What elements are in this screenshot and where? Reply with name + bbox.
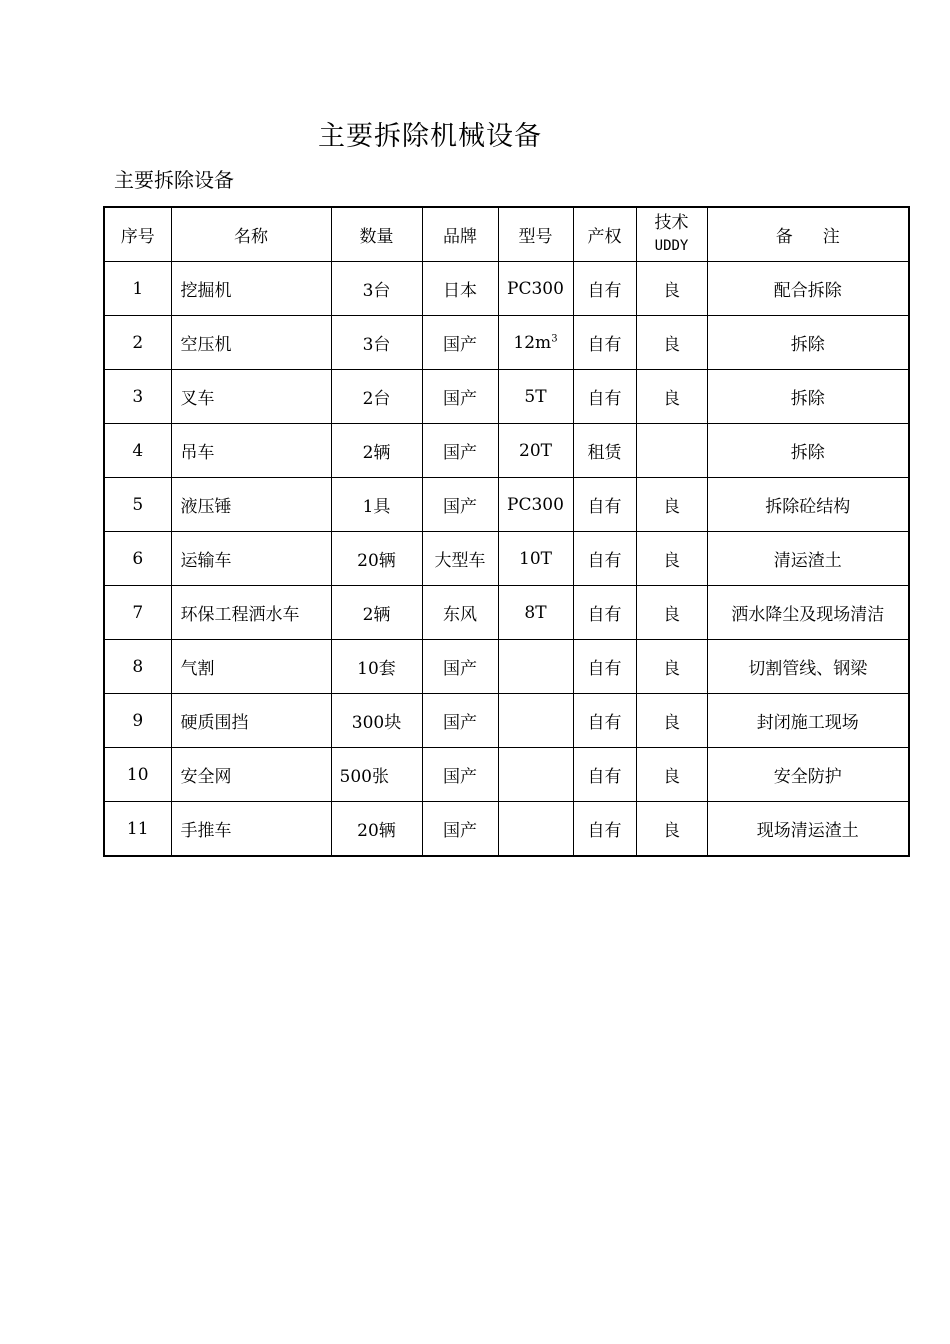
cell-name: 硬质围挡	[171, 694, 331, 748]
header-tech-sub: UDDY	[654, 238, 689, 255]
cell-brand: 国产	[422, 370, 498, 424]
cell-qty: 2辆	[331, 424, 422, 478]
cell-model	[498, 262, 573, 316]
cell-tech: 良	[636, 316, 707, 370]
cell-model-text: PC300	[507, 278, 564, 299]
cell-ownership: 自有	[573, 694, 636, 748]
table-row	[104, 640, 909, 694]
cell-model-text: 8T	[524, 602, 547, 623]
table-row	[104, 262, 909, 316]
header-note-b: 注	[822, 227, 840, 247]
section-title: 主要拆除设备	[114, 168, 234, 192]
cell-name: 安全网	[171, 748, 331, 802]
cell-qty: 10套	[331, 640, 422, 694]
header-tech	[636, 207, 707, 262]
cell-name: 空压机	[171, 316, 331, 370]
header-ownership: 产权	[573, 207, 636, 262]
cell-name: 气割	[171, 640, 331, 694]
cell-name: 运输车	[171, 532, 331, 586]
cell-note: 清运渣土	[707, 532, 909, 586]
cell-qty: 2台	[331, 370, 422, 424]
cell-brand: 国产	[422, 802, 498, 857]
cell-tech: 良	[636, 370, 707, 424]
cell-ownership: 自有	[573, 316, 636, 370]
cell-no: 7	[104, 586, 171, 640]
cell-qty: 2辆	[331, 586, 422, 640]
cell-brand: 国产	[422, 748, 498, 802]
cell-note: 安全防护	[707, 748, 909, 802]
cell-name: 挖掘机	[171, 262, 331, 316]
table-row	[104, 802, 909, 857]
cell-brand: 大型车	[422, 532, 498, 586]
cell-no: 5	[104, 478, 171, 532]
cell-tech: 良	[636, 694, 707, 748]
cell-model-text: 5T	[524, 386, 547, 407]
cell-ownership: 自有	[573, 748, 636, 802]
cell-model	[498, 316, 573, 370]
cell-brand: 国产	[422, 694, 498, 748]
cell-model	[498, 802, 573, 857]
cell-tech	[636, 424, 707, 478]
cell-qty: 300块	[331, 694, 422, 748]
header-qty: 数量	[331, 207, 422, 262]
cell-ownership: 自有	[573, 478, 636, 532]
cell-qty: 20辆	[331, 532, 422, 586]
cell-name: 环保工程洒水车	[171, 586, 331, 640]
cell-model	[498, 694, 573, 748]
cell-name: 叉车	[171, 370, 331, 424]
header-no: 序号	[104, 207, 171, 262]
cell-brand: 国产	[422, 640, 498, 694]
cell-note: 配合拆除	[707, 262, 909, 316]
cell-model-text: 10T	[519, 548, 552, 569]
cell-qty: 20辆	[331, 802, 422, 857]
cell-model	[498, 478, 573, 532]
cell-qty: 500张	[331, 748, 422, 802]
header-name: 名称	[171, 207, 331, 262]
table-row	[104, 316, 909, 370]
cell-no: 11	[104, 802, 171, 857]
cell-brand: 东风	[422, 586, 498, 640]
cell-no: 3	[104, 370, 171, 424]
cell-note: 封闭施工现场	[707, 694, 909, 748]
cell-brand: 国产	[422, 478, 498, 532]
cell-tech: 良	[636, 532, 707, 586]
cell-note: 拆除	[707, 424, 909, 478]
cell-ownership: 自有	[573, 802, 636, 857]
cell-tech: 良	[636, 478, 707, 532]
cell-no: 9	[104, 694, 171, 748]
page-title: 主要拆除机械设备	[318, 121, 542, 152]
cell-model	[498, 586, 573, 640]
cell-tech: 良	[636, 802, 707, 857]
table-header-row	[104, 207, 909, 262]
header-brand: 品牌	[422, 207, 498, 262]
cell-model-text: 12m	[513, 332, 552, 353]
table-row	[104, 532, 909, 586]
cell-tech: 良	[636, 748, 707, 802]
table-row	[104, 586, 909, 640]
cell-model	[498, 424, 573, 478]
table-row	[104, 478, 909, 532]
table-row	[104, 424, 909, 478]
header-tech-label: 技术	[654, 213, 689, 234]
cell-no: 6	[104, 532, 171, 586]
cell-ownership: 租赁	[573, 424, 636, 478]
cell-no: 2	[104, 316, 171, 370]
cell-note: 拆除	[707, 316, 909, 370]
cell-name: 液压锤	[171, 478, 331, 532]
cell-model-text: PC300	[507, 494, 564, 515]
cell-note: 拆除	[707, 370, 909, 424]
cell-note: 现场清运渣土	[707, 802, 909, 857]
cell-ownership: 自有	[573, 262, 636, 316]
cell-no: 10	[104, 748, 171, 802]
header-note	[707, 207, 909, 262]
cell-tech: 良	[636, 586, 707, 640]
cell-model-text: 20T	[519, 440, 552, 461]
cell-name: 手推车	[171, 802, 331, 857]
cell-model	[498, 532, 573, 586]
cell-name: 吊车	[171, 424, 331, 478]
cell-model	[498, 370, 573, 424]
cell-model	[498, 640, 573, 694]
cell-tech: 良	[636, 640, 707, 694]
cell-ownership: 自有	[573, 640, 636, 694]
cell-brand: 国产	[422, 316, 498, 370]
cell-brand: 国产	[422, 424, 498, 478]
cell-no: 1	[104, 262, 171, 316]
cell-no: 4	[104, 424, 171, 478]
cell-qty: 3台	[331, 316, 422, 370]
table-row	[104, 370, 909, 424]
cell-note: 洒水降尘及现场清洁	[707, 586, 909, 640]
cell-ownership: 自有	[573, 586, 636, 640]
header-note-a: 备	[775, 227, 793, 247]
cell-model	[498, 748, 573, 802]
equipment-table	[103, 206, 910, 857]
table-row	[104, 694, 909, 748]
cell-no: 8	[104, 640, 171, 694]
cell-model-sup: 3	[551, 332, 558, 344]
cell-qty: 1具	[331, 478, 422, 532]
cell-qty: 3台	[331, 262, 422, 316]
cell-note: 切割管线、钢梁	[707, 640, 909, 694]
cell-note: 拆除砼结构	[707, 478, 909, 532]
header-model: 型号	[498, 207, 573, 262]
cell-ownership: 自有	[573, 370, 636, 424]
cell-ownership: 自有	[573, 532, 636, 586]
table-row	[104, 748, 909, 802]
cell-tech: 良	[636, 262, 707, 316]
cell-brand: 日本	[422, 262, 498, 316]
